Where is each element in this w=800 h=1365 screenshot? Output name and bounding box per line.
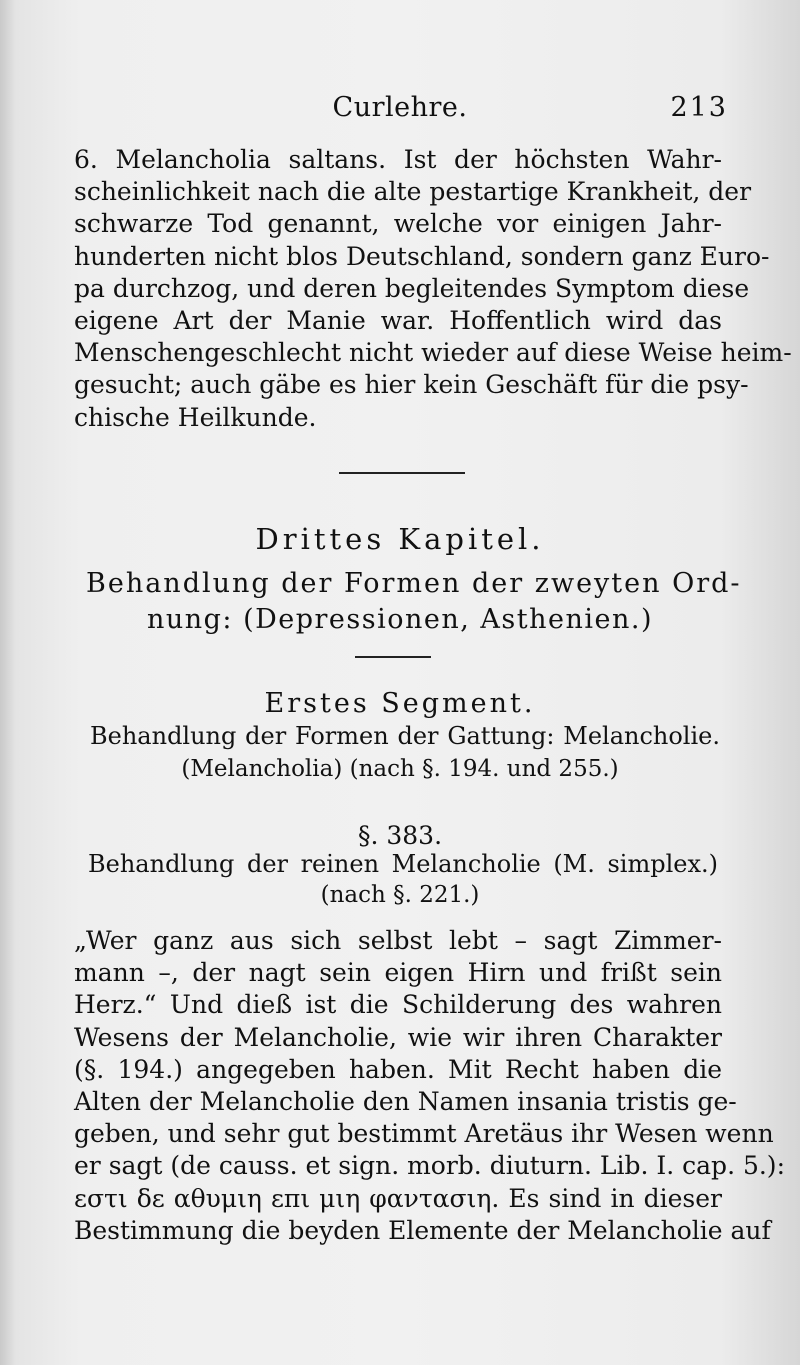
text-line: chische Heilkunde. xyxy=(74,402,317,432)
text-line: 6. Melancholia saltans. Ist der höchsten Wahr- xyxy=(74,145,722,174)
text-line: Herz.“ Und dieß ist die Schilderung des wahren xyxy=(74,990,722,1020)
running-head: Curlehre. xyxy=(332,92,468,123)
chapter-subtitle-continued: nung: (Depressionen, Asthenien.) xyxy=(146,604,654,635)
text-line: hunderten nicht blos Deutschland, sondern ganz Euro- xyxy=(74,241,770,271)
paragraph-melancholia-saltans xyxy=(74,144,792,434)
text-line: Bestimmung die beyden Elemente der Melancholie auf xyxy=(74,1215,771,1245)
text-line: (§. 194.) angegeben haben. Mit Recht haben die xyxy=(74,1054,722,1084)
segment-subtitle: Behandlung der Formen der Gattung: Melancholie. xyxy=(90,722,720,750)
section-number: §. 383. xyxy=(357,821,443,850)
text-line: schwarze Tod genannt, welche vor einigen Jahr- xyxy=(74,209,722,239)
text-line: geben, und sehr gut bestimmt Aretäus ihr Wesen wenn xyxy=(74,1119,774,1149)
text-line: pa durchzog, und deren begleitendes Symptom diese xyxy=(74,273,750,303)
chapter-subtitle: Behandlung der Formen der zweyten Ord- xyxy=(86,568,742,599)
text-line: Menschengeschlecht nicht wieder auf diese Weise heim- xyxy=(74,338,792,368)
text-line: er sagt (de causs. et sign. morb. diuturn. Lib. I. cap. 5.): xyxy=(74,1151,785,1181)
divider-rule xyxy=(339,472,465,474)
text-line: „Wer ganz aus sich selbst lebt – sagt Zimmer- xyxy=(74,926,722,955)
text-line: gesucht; auch gäbe es hier kein Geschäft für die psy- xyxy=(74,370,749,400)
segment-subtitle-reference: (Melancholia) (nach §. 194. und 255.) xyxy=(181,756,619,782)
text-line: scheinlichkeit nach die alte pestartige Krankheit, der xyxy=(74,177,752,207)
text-line: Alten der Melancholie den Namen insania tristis ge- xyxy=(74,1086,737,1116)
text-line-greek: εστι δε αθυμιη επι μιη φαντασιη. Es sind in dieser xyxy=(74,1183,722,1213)
text-line: Wesens der Melancholie, wie wir ihren Charakter xyxy=(74,1022,722,1052)
page-number: 213 xyxy=(670,92,728,123)
chapter-title: Drittes Kapitel. xyxy=(255,522,545,556)
divider-rule xyxy=(355,656,431,658)
section-title: Behandlung der reinen Melancholie (M. simplex.) xyxy=(88,850,718,878)
paragraph-section-383 xyxy=(74,925,785,1247)
text-line: mann –, der nagt sein eigen Hirn und frißt sein xyxy=(74,958,722,988)
section-reference: (nach §. 221.) xyxy=(320,882,480,908)
text-line: eigene Art der Manie war. Hoffentlich wird das xyxy=(74,305,722,335)
segment-title: Erstes Segment. xyxy=(264,688,536,719)
